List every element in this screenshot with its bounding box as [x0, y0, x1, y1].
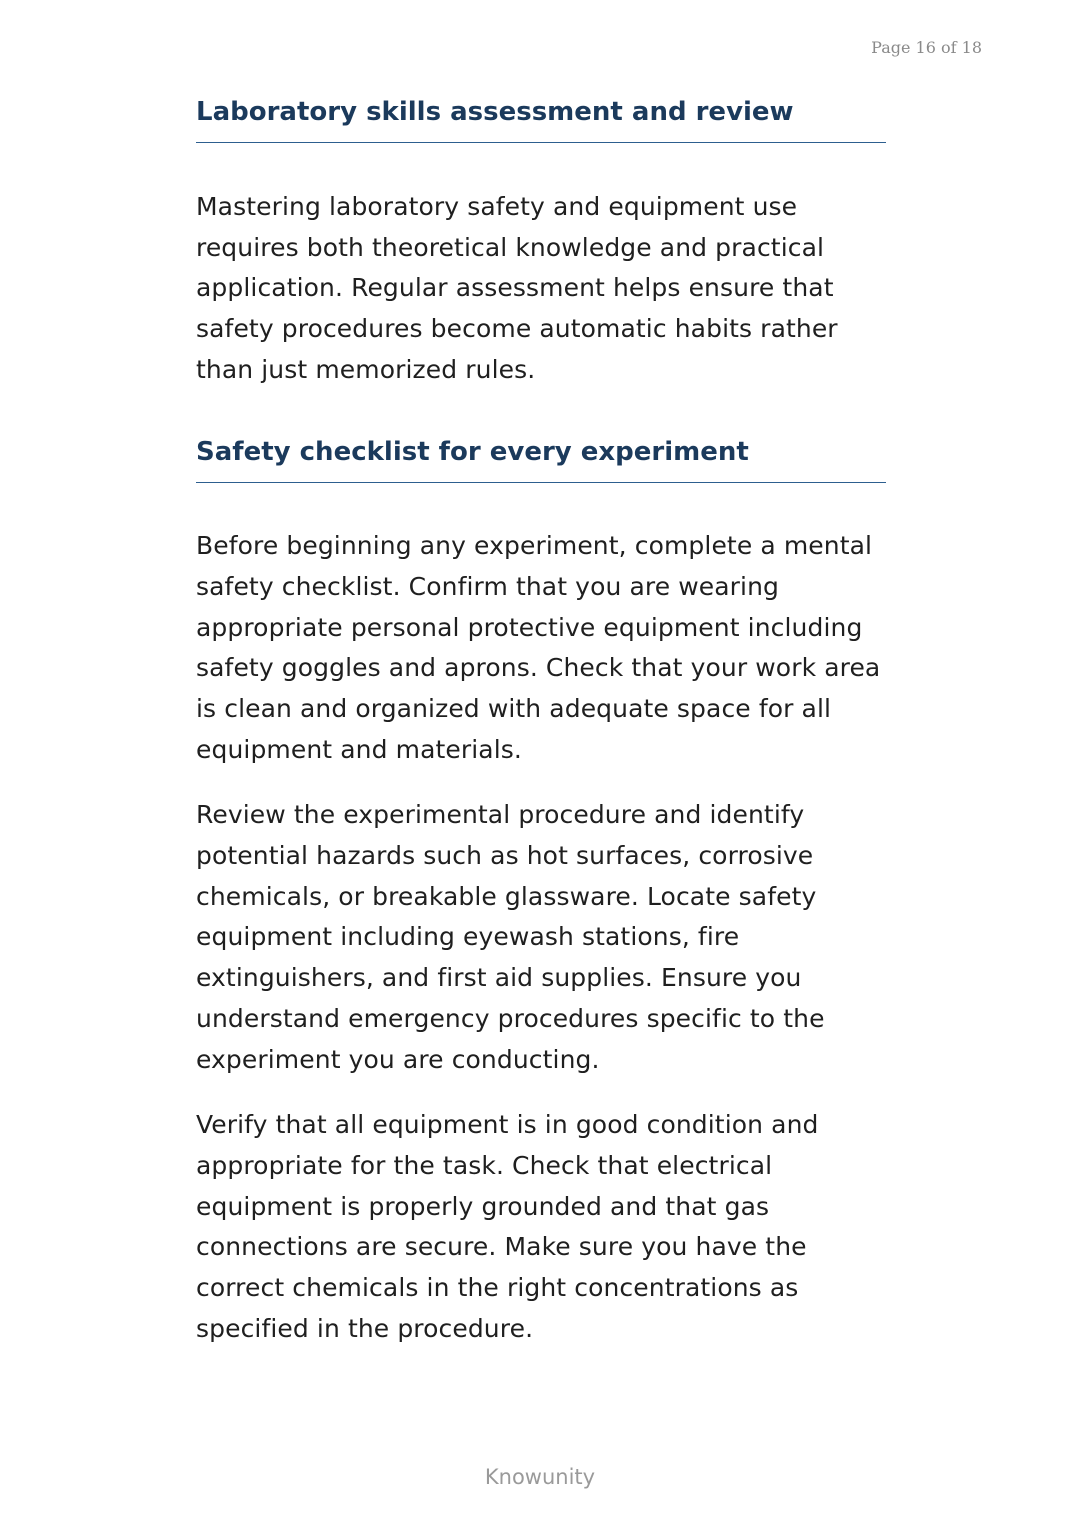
- section-heading-safety-checklist: Safety checklist for every experiment: [196, 436, 886, 483]
- footer-brand: Knowunity: [484, 1465, 596, 1489]
- paragraph-checklist-hazards: Review the experimental procedure and identify potential hazards such as hot surfaces, corrosive chemicals, or breakable glassware. Locate safety equipment including eyewash stations, fire extinguishers, and first aid supplies. Ensure you understand emergency procedures specific to the experiment you are conducting.: [196, 800, 825, 1074]
- paragraph-checklist-equipment: Verify that all equipment is in good condition and appropriate for the task. Check that electrical equipment is properly grounded and that gas connections are secure. Make sure you have the correct chemicals in the right concentrations as specified in the procedure.: [196, 1110, 819, 1343]
- page-number: Page 16 of 18: [871, 38, 982, 57]
- paragraph-assessment-intro: Mastering laboratory safety and equipment use requires both theoretical knowledge and practical application. Regular assessment helps ensure that safety procedures become automatic habits rather than just memorized rules.: [196, 191, 838, 384]
- document-body: [196, 96, 886, 1349]
- paragraph-checklist-ppe: Before beginning any experiment, complete a mental safety checklist. Confirm that you are wearing appropriate personal protective equipment including safety goggles and aprons. Check that your work area is clean and organized with adequate space for all equipment and materials.: [196, 531, 881, 764]
- section-heading-assessment: Laboratory skills assessment and review: [196, 96, 886, 143]
